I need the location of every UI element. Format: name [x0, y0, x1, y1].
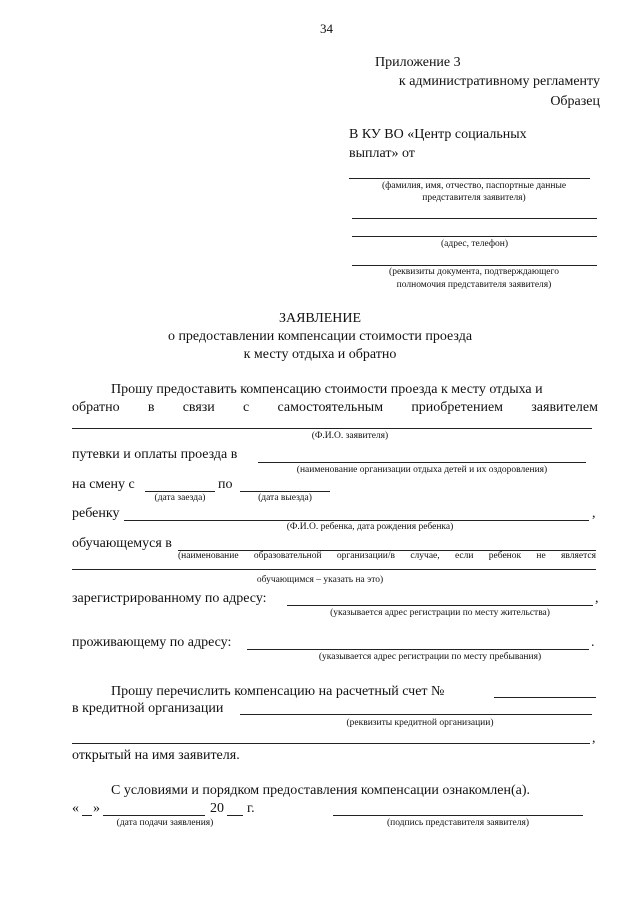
bank-comma: ,	[592, 731, 596, 746]
school-line-2[interactable]	[72, 569, 596, 570]
year-prefix: 20	[210, 801, 224, 816]
caption-applicant-name-2: представителя заявителя)	[422, 193, 526, 203]
applicant-fio-line[interactable]	[72, 428, 592, 429]
caption-bank: (реквизиты кредитной организации)	[346, 718, 494, 728]
registered-label: зарегистрированному по адресу:	[72, 591, 267, 606]
address-line-2[interactable]	[352, 236, 597, 237]
organization-line[interactable]	[258, 462, 586, 463]
intro-word: с	[243, 400, 250, 415]
studying-label: обучающемуся в	[72, 536, 172, 551]
intro-line-2	[72, 401, 598, 415]
caption-school-word: образовательной	[253, 551, 322, 561]
acquainted-label: С условиями и порядком предоставления компенсации ознакомлен(а).	[111, 783, 531, 798]
caption-residing: (указывается адрес регистрации по месту пребывания)	[318, 652, 542, 662]
caption-organization: (наименование организации отдыха детей и их оздоровления)	[296, 465, 548, 475]
signature-line[interactable]	[333, 815, 583, 816]
bank-line[interactable]	[240, 714, 592, 715]
addressee-line-2: выплат» от	[349, 146, 415, 161]
opened-label: открытый на имя заявителя.	[72, 748, 240, 763]
intro-word: самостоятельным	[277, 400, 384, 415]
caption-school-word: если	[454, 551, 474, 561]
page-number: 34	[320, 21, 333, 36]
child-fio-line[interactable]	[124, 520, 589, 521]
caption-school-word: ребенок	[488, 551, 522, 561]
intro-word: заявителем	[531, 400, 598, 415]
caption-fio: (Ф.И.О. заявителя)	[311, 431, 389, 441]
year-suffix: г.	[247, 801, 255, 816]
caption-departure: (дата выезда)	[258, 493, 312, 503]
bank-label: в кредитной организации	[72, 701, 224, 716]
residing-period: .	[591, 635, 595, 650]
date-day-line[interactable]	[82, 815, 92, 816]
arrival-date-line[interactable]	[145, 491, 215, 492]
document-subtitle-2: к месту отдыха и обратно	[243, 347, 397, 362]
intro-word: в	[147, 400, 155, 415]
caption-registered: (указывается адрес регистрации по месту жительства)	[330, 608, 550, 618]
date-quote-open: «	[72, 801, 79, 816]
registered-address-line[interactable]	[287, 605, 593, 606]
caption-school-1	[178, 552, 596, 562]
voucher-label: путевки и оплаты проезда в	[72, 447, 238, 462]
shift-from-label: на смену с	[72, 477, 135, 492]
caption-school-2: обучающимся – указать на это)	[256, 575, 384, 585]
address-line-1[interactable]	[352, 218, 597, 219]
caption-applicant-name: (фамилия, имя, отчество, паспортные данные	[381, 181, 567, 191]
date-quote-close: »	[93, 801, 100, 816]
addressee-line-1: В КУ ВО «Центр социальных	[349, 127, 527, 142]
document-subtitle-1: о предоставлении компенсации стоимости проезда	[167, 329, 473, 344]
intro-word: связи	[182, 400, 215, 415]
caption-school-word: случае,	[410, 551, 440, 561]
child-label: ребенку	[72, 506, 120, 521]
caption-date: (дата подачи заявления)	[116, 818, 214, 828]
regulation-label: к административному регламенту	[398, 74, 600, 89]
document-title: ЗАЯВЛЕНИЕ	[278, 311, 362, 326]
intro-word: приобретением	[411, 400, 504, 415]
authority-doc-line[interactable]	[352, 265, 597, 266]
account-number-line[interactable]	[494, 697, 596, 698]
intro-word: обратно	[72, 400, 120, 415]
date-year-line[interactable]	[227, 815, 243, 816]
caption-school-word: не	[536, 551, 546, 561]
applicant-line[interactable]	[349, 178, 590, 179]
caption-signature: (подпись представителя заявителя)	[386, 818, 530, 828]
appendix-label: Приложение 3	[375, 55, 461, 70]
caption-child: (Ф.И.О. ребенка, дата рождения ребенка)	[286, 522, 454, 532]
caption-school-word: (наименование	[178, 551, 239, 561]
child-comma: ,	[592, 506, 596, 521]
sample-label: Образец	[550, 94, 600, 109]
caption-school-word: организации/в	[336, 551, 396, 561]
caption-school-word: является	[561, 551, 596, 561]
residing-address-line[interactable]	[247, 649, 589, 650]
caption-arrival: (дата заезда)	[154, 493, 206, 503]
residing-label: проживающему по адресу:	[72, 635, 232, 650]
caption-authority-doc-2: полномочия представителя заявителя)	[396, 280, 552, 290]
caption-authority-doc: (реквизиты документа, подтверждающего	[389, 267, 559, 277]
caption-address-phone: (адрес, телефон)	[441, 239, 508, 249]
bank-line-2[interactable]	[72, 743, 590, 744]
departure-date-line[interactable]	[240, 491, 330, 492]
registered-comma: ,	[595, 591, 599, 606]
date-month-line[interactable]	[103, 815, 205, 816]
intro-line-1: Прошу предоставить компенсацию стоимости проезда к месту отдыха и	[111, 382, 543, 397]
shift-to-label: по	[218, 477, 233, 492]
transfer-label: Прошу перечислить компенсацию на расчетный счет №	[111, 684, 445, 699]
